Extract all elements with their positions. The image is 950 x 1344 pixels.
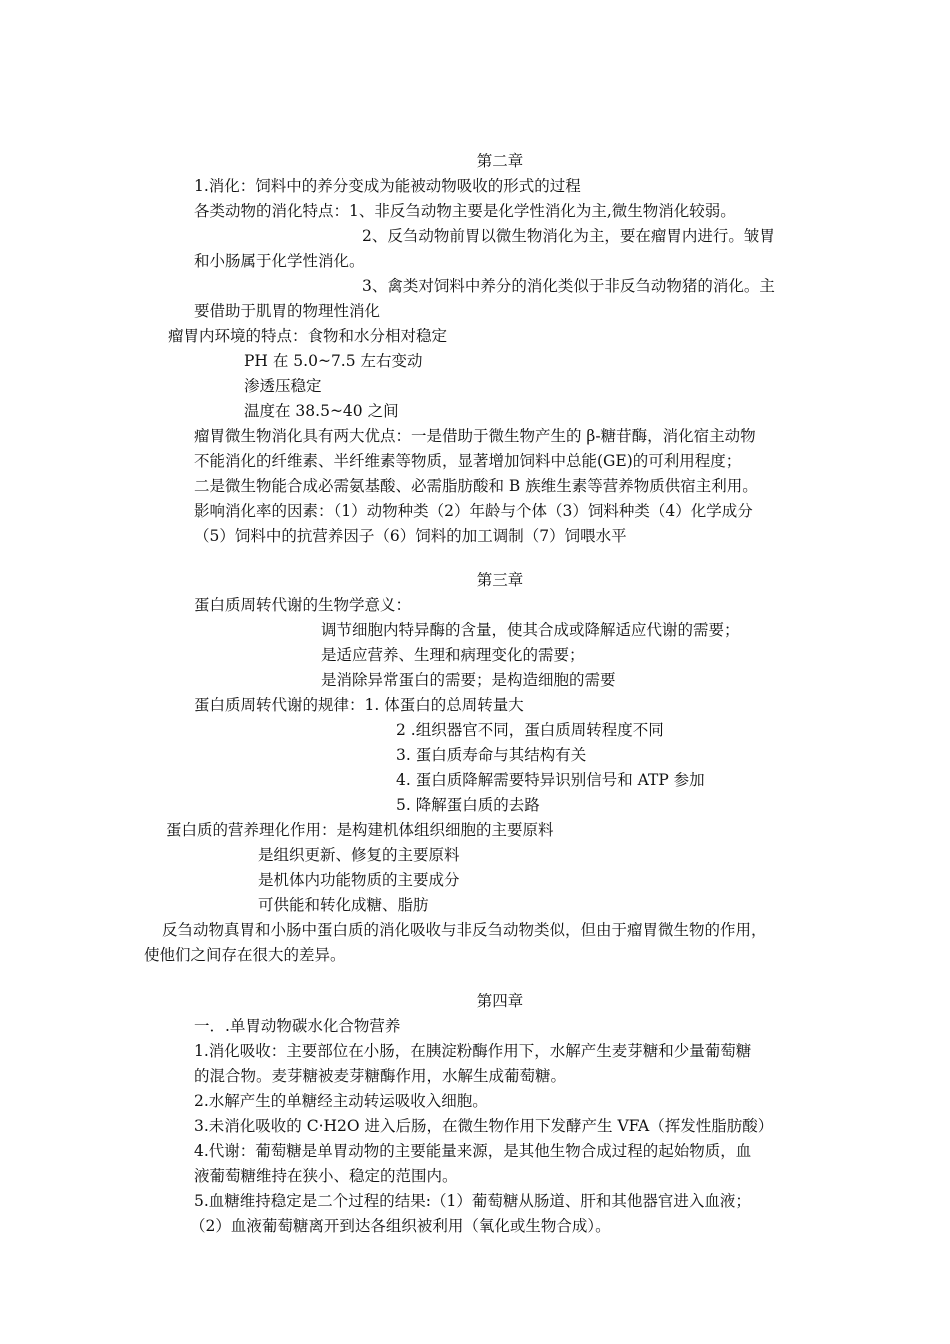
ch2-line-10: 温度在 38.5~40 之间	[244, 402, 399, 420]
ch3-line-10: 蛋白质的营养理化作用：是构建机体组织细胞的主要原料	[166, 821, 554, 839]
ch3-line-4: 是消除异常蛋白的需要；是构造细胞的需要	[321, 671, 616, 689]
ch3-line-3: 是适应营养、生理和病理变化的需要；	[321, 646, 585, 664]
ch3-line-5: 蛋白质周转代谢的规律：1. 体蛋白的总周转量大	[194, 696, 524, 714]
ch3-line-2: 调节细胞内特异酶的含量，使其合成或降解适应代谢的需要；	[321, 621, 740, 639]
ch2-line-8: PH 在 5.0~7.5 左右变动	[244, 352, 423, 370]
ch2-line-9: 渗透压稳定	[244, 377, 322, 395]
ch2-line-12: 不能消化的纤维素、半纤维素等物质，显著增加饲料中总能(GE)的可利用程度；	[194, 452, 742, 470]
ch2-line-11: 瘤胃微生物消化具有两大优点：一是借助于微生物产生的 β-糖苷酶，消化宿主动物	[194, 427, 756, 445]
ch4-line-9: （2）血液葡萄糖离开到达各组织被利用（氧化或生物合成）。	[190, 1217, 611, 1235]
ch2-line-3: 2、反刍动物前胃以微生物消化为主，要在瘤胃内进行。皱胃	[362, 227, 775, 245]
ch4-line-6: 4.代谢：葡萄糖是单胃动物的主要能量来源，是其他生物合成过程的起始物质，血	[194, 1142, 752, 1160]
ch2-line-6: 要借助于肌胃的物理性消化	[194, 302, 381, 320]
chapter-3-title: 第三章	[476, 571, 524, 589]
ch2-line-5: 3、禽类对饲料中养分的消化类似于非反刍动物猪的消化。主	[362, 277, 775, 295]
ch4-line-8: 5.血糖维持稳定是二个过程的结果:（1）葡萄糖从肠道、肝和其他器官进入血液；	[194, 1192, 751, 1210]
ch3-line-7: 3. 蛋白质寿命与其结构有关	[396, 746, 587, 764]
ch4-line-2: 1.消化吸收：主要部位在小肠，在胰淀粉酶作用下，水解产生麦芽糖和少量葡萄糖	[194, 1042, 752, 1060]
ch2-line-4: 和小肠属于化学性消化。	[194, 252, 365, 270]
ch2-line-1: 1.消化：饲料中的养分变成为能被动物吸收的形式的过程	[194, 177, 581, 195]
ch3-line-12: 是机体内功能物质的主要成分	[258, 871, 460, 889]
ch4-line-5: 3.未消化吸收的 C·H2O 进入后肠，在微生物作用下发酵产生 VFA（挥发性脂肪酸）	[194, 1117, 774, 1135]
ch2-line-2: 各类动物的消化特点：1、非反刍动物主要是化学性消化为主,微生物消化较弱。	[194, 202, 736, 220]
ch3-line-15: 使他们之间存在很大的差异。	[144, 946, 346, 964]
chapter-4-title: 第四章	[476, 992, 524, 1010]
ch3-line-9: 5. 降解蛋白质的去路	[396, 796, 540, 814]
ch2-line-15: （5）饲料中的抗营养因子（6）饲料的加工调制（7）饲喂水平	[194, 527, 627, 545]
ch3-line-6: 2 .组织器官不同，蛋白质周转程度不同	[396, 721, 664, 739]
ch3-line-14: 反刍动物真胃和小肠中蛋白质的消化吸收与非反刍动物类似，但由于瘤胃微生物的作用，	[162, 921, 767, 939]
chapter-2-title: 第二章	[476, 152, 524, 170]
ch4-line-3: 的混合物。麦芽糖被麦芽糖酶作用，水解生成葡萄糖。	[194, 1067, 567, 1085]
ch2-line-7: 瘤胃内环境的特点：食物和水分相对稳定	[168, 327, 448, 345]
ch3-line-8: 4. 蛋白质降解需要特异识别信号和 ATP 参加	[396, 771, 705, 789]
ch4-line-7: 液葡萄糖维持在狭小、稳定的范围内。	[194, 1167, 458, 1185]
ch4-line-1: 一．.单胃动物碳水化合物营养	[194, 1017, 401, 1035]
ch3-line-1: 蛋白质周转代谢的生物学意义：	[194, 596, 412, 614]
ch4-line-4: 2.水解产生的单糖经主动转运吸收入细胞。	[194, 1092, 488, 1110]
ch2-line-14: 影响消化率的因素：（1）动物种类（2）年龄与个体（3）饲料种类（4）化学成分	[194, 502, 753, 520]
ch3-line-13: 可供能和转化成糖、脂肪	[258, 896, 429, 914]
ch3-line-11: 是组织更新、修复的主要原料	[258, 846, 460, 864]
ch2-line-13: 二是微生物能合成必需氨基酸、必需脂肪酸和 B 族维生素等营养物质供宿主利用。	[194, 477, 758, 495]
